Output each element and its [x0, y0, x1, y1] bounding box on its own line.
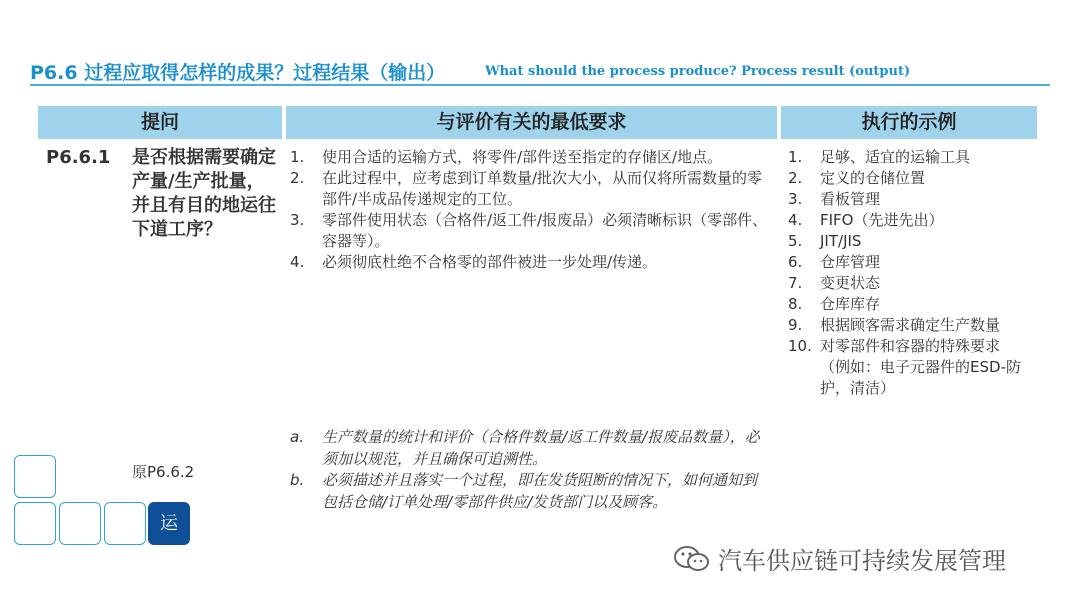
item-number: 1. — [290, 148, 305, 166]
list-item — [788, 315, 1028, 336]
list-item — [290, 252, 770, 273]
item-number: 4. — [788, 211, 803, 229]
item-number: 3. — [290, 211, 305, 229]
item-letter: b. — [290, 471, 305, 489]
item-text: 仓库库存 — [820, 295, 881, 313]
item-text: 生产数量的统计和评价（合格件数量/返工件数量/报废品数量），必须加以规范，并且确保可追溯性。 — [322, 428, 760, 468]
item-number: 4. — [290, 253, 305, 271]
wechat-icon — [672, 544, 712, 574]
item-text: 零部件使用状态（合格件/返工件/报废品）必须清晰标识（零部件、容器等）。 — [322, 211, 768, 250]
item-number: 2. — [788, 169, 803, 187]
item-number: 6. — [788, 253, 803, 271]
item-number: 8. — [788, 295, 803, 313]
requirements-list — [290, 147, 770, 273]
process-box-empty — [14, 455, 56, 498]
list-item — [788, 231, 1028, 252]
list-item — [788, 210, 1028, 231]
list-item — [290, 168, 770, 210]
list-item — [290, 210, 770, 252]
header-examples: 执行的示例 — [781, 106, 1037, 139]
header-requirements: 与评价有关的最低要求 — [286, 106, 777, 139]
item-number: 7. — [788, 274, 803, 292]
question-id: P6.6.1 — [46, 147, 111, 168]
item-number: 10. — [788, 337, 812, 355]
list-item — [290, 427, 770, 470]
item-text: 仓库管理 — [820, 253, 881, 271]
additional-requirements-list — [290, 427, 770, 513]
list-item — [788, 336, 1028, 399]
process-box-transport: 运 — [148, 502, 190, 545]
header-question: 提问 — [38, 106, 282, 139]
item-letter: a. — [290, 428, 304, 446]
list-item — [290, 147, 770, 168]
list-item — [290, 470, 770, 513]
item-text: 使用合适的运输方式，将零件/部件送至指定的存储区/地点。 — [322, 148, 723, 166]
slide-title-bar — [30, 58, 1050, 86]
process-box-empty — [104, 502, 146, 545]
process-box-empty — [59, 502, 101, 545]
item-text: 足够、适宜的运输工具 — [820, 148, 971, 166]
list-item — [788, 168, 1028, 189]
list-item — [788, 294, 1028, 315]
item-text: 对零部件和容器的特殊要求（例如：电子元器件的ESD-防护，清洁） — [820, 337, 1021, 397]
item-number: 5. — [788, 232, 803, 250]
item-text: 变更状态 — [820, 274, 881, 292]
question-text: 是否根据需要确定产量/生产批量，并且有目的地运往下道工序？ — [132, 147, 276, 240]
watermark-text: 汽车供应链可持续发展管理 — [718, 547, 1006, 575]
slide-title: P6.6 过程应取得怎样的成果？过程结果（输出） — [30, 62, 446, 84]
item-text: 必须彻底杜绝不合格零的部件被进一步处理/传递。 — [322, 253, 658, 271]
slide-subtitle-english: What should the process produce? Process result (output) — [485, 64, 911, 79]
original-reference: 原P6.6.2 — [132, 463, 195, 481]
item-number: 2. — [290, 169, 305, 187]
item-text: 定义的仓储位置 — [820, 169, 926, 187]
item-text: 看板管理 — [820, 190, 881, 208]
item-number: 1. — [788, 148, 803, 166]
item-text: JIT/JIS — [820, 232, 862, 250]
item-text: 必须描述并且落实一个过程，即在发货阻断的情况下，如何通知到包括仓储/订单处理/零部件供应/发货部门以及顾客。 — [322, 471, 758, 511]
examples-list — [788, 147, 1028, 399]
item-number: 3. — [788, 190, 803, 208]
item-number: 9. — [788, 316, 803, 334]
process-box-empty — [14, 502, 56, 545]
item-text: 根据顾客需求确定生产数量 — [820, 316, 1001, 334]
list-item — [788, 189, 1028, 210]
list-item — [788, 252, 1028, 273]
item-text: 在此过程中，应考虑到订单数量/批次大小，从而仅将所需数量的零部件/半成品传递规定的工位。 — [322, 169, 763, 208]
item-text: FIFO（先进先出） — [820, 211, 944, 229]
list-item — [788, 273, 1028, 294]
watermark — [672, 541, 1006, 576]
list-item — [788, 147, 1028, 168]
